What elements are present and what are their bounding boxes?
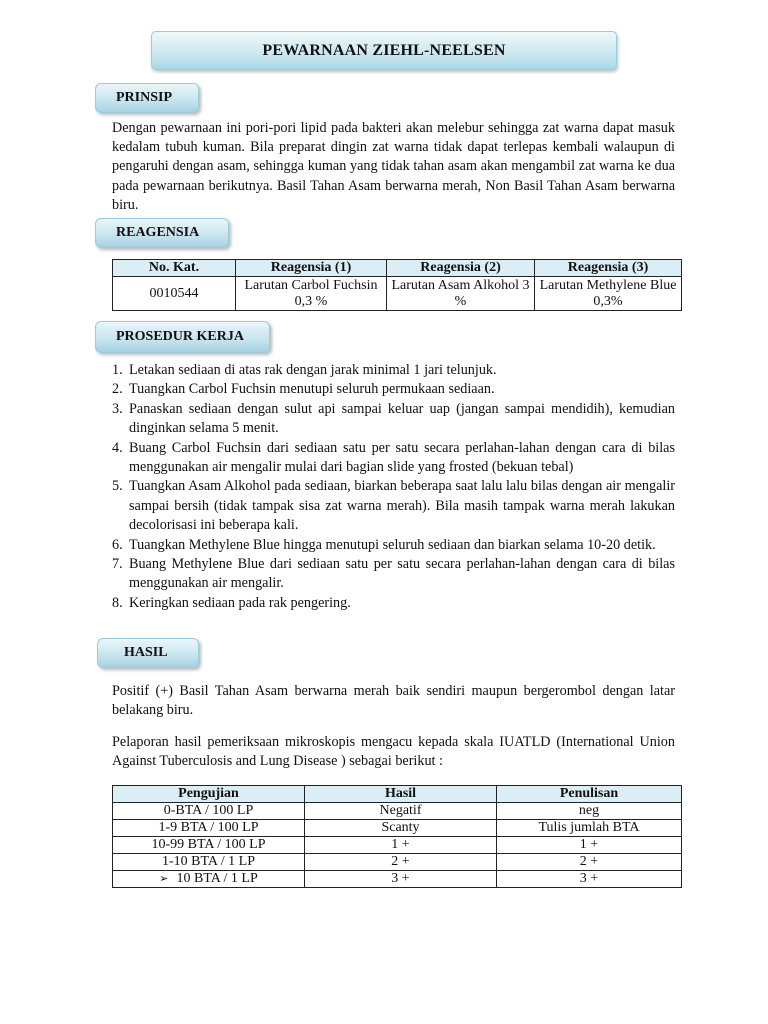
table-cell: 10-99 BTA / 100 LP (113, 837, 305, 854)
column-header: Reagensia (2) (387, 260, 535, 277)
table-cell: Larutan Carbol Fuchsin 0,3 % (236, 277, 387, 311)
table-row (113, 803, 682, 820)
list-item: 7. Buang Methylene Blue dari sediaan satu per satu secara perlahan-lahan dengan cara di bilas menggunakan air mengalir. (112, 556, 675, 592)
table-cell: neg (497, 803, 682, 820)
table-cell: Scanty (305, 820, 497, 837)
reagensia-table (112, 259, 682, 311)
list-item: 3. Panaskan sediaan dengan sulut api sampai keluar uap (jangan sampai mendidih), kemudian dinginkan selama 5 menit. (112, 400, 675, 437)
table-row (113, 820, 682, 837)
page-title: PEWARNAAN ZIEHL-NEELSEN (151, 31, 617, 70)
section-heading-prinsip: PRINSIP (95, 83, 199, 113)
table-row (113, 871, 682, 888)
table-cell-text: 10 BTA / 1 LP (176, 871, 258, 886)
table-cell: 3 + (305, 871, 497, 888)
column-header: Hasil (305, 786, 497, 803)
table-row (113, 837, 682, 854)
table-cell: 0010544 (113, 277, 236, 311)
list-item: 5. Tuangkan Asam Alkohol pada sediaan, biarkan beberapa saat lalu lalu bilas dengan air mengalir sampai bersih (tidak tampak sisa zat warna merah). Bila masih tampak warna merah lakukan decolorisasi ini beberapa kali. (112, 478, 675, 534)
procedure-list (112, 361, 675, 613)
list-item: 1. Letakan sediaan di atas rak dengan jarak minimal 1 jari telunjuk. (112, 362, 497, 378)
column-header: Reagensia (1) (236, 260, 387, 277)
table-cell: 2 + (305, 854, 497, 871)
table-header-row (113, 786, 682, 803)
table-cell: 1 + (497, 837, 682, 854)
table-cell: 1 + (305, 837, 497, 854)
table-cell: Larutan Asam Alkohol 3 % (387, 277, 535, 311)
list-item: 6. Tuangkan Methylene Blue hingga menutupi seluruh sediaan dan biarkan selama 10-20 detik. (112, 536, 656, 553)
column-header: Reagensia (3) (535, 260, 682, 277)
arrow-bullet-icon: ➢ (159, 873, 169, 885)
column-header: No. Kat. (113, 260, 236, 277)
iuatld-table (112, 785, 682, 888)
table-cell: 1-10 BTA / 1 LP (113, 854, 305, 871)
list-item: 2. Tuangkan Carbol Fuchsin menutupi seluruh permukaan sediaan. (112, 381, 495, 398)
table-cell: Tulis jumlah BTA (497, 820, 682, 837)
table-header-row (113, 260, 682, 277)
hasil-text-iuatld: Pelaporan hasil pemeriksaan mikroskopis mengacu kepada skala IUATLD (International Union Against Tuberculosis and Lung Disease ) sebagai berikut : (112, 734, 675, 770)
prinsip-text: Dengan pewarnaan ini pori-pori lipid pada bakteri akan melebur sehingga zat warna dapat masuk kedalam tubuh kuman. Bila preparat dingin zat warna tidak dapat terlepas kembali walaupun di pengaruhi dengan asam, sehingga kuman yang tidak tahan asam akan mengambil zat warna ke dua pada pewarnaan berikutnya. Basil Tahan Asam berwarna merah, Non Basil Tahan Asam berwarna biru. (112, 120, 675, 213)
table-cell: 1-9 BTA / 100 LP (113, 820, 305, 837)
table-cell: 0-BTA / 100 LP (113, 803, 305, 820)
table-row (113, 854, 682, 871)
table-cell: 2 + (497, 854, 682, 871)
column-header: Penulisan (497, 786, 682, 803)
table-row (113, 277, 682, 311)
section-heading-hasil: HASIL (97, 638, 199, 668)
column-header: Pengujian (113, 786, 305, 803)
list-item: 8. Keringkan sediaan pada rak pengering. (112, 594, 351, 611)
table-cell: Negatif (305, 803, 497, 820)
table-cell (113, 871, 305, 888)
table-cell: Larutan Methylene Blue 0,3% (535, 277, 682, 311)
hasil-text-positive: Positif (+) Basil Tahan Asam berwarna merah baik sendiri maupun bergerombol dengan latar belakang biru. (112, 683, 675, 719)
table-cell: 3 + (497, 871, 682, 888)
list-item: 4. Buang Carbol Fuchsin dari sediaan satu per satu secara perlahan-lahan dengan cara di bilas menggunakan air mengalir mulai dari bagian slide yang frosted (bekuan tebal) (112, 439, 675, 476)
section-heading-reagensia: REAGENSIA (95, 218, 229, 248)
section-heading-prosedur: PROSEDUR KERJA (95, 321, 270, 353)
